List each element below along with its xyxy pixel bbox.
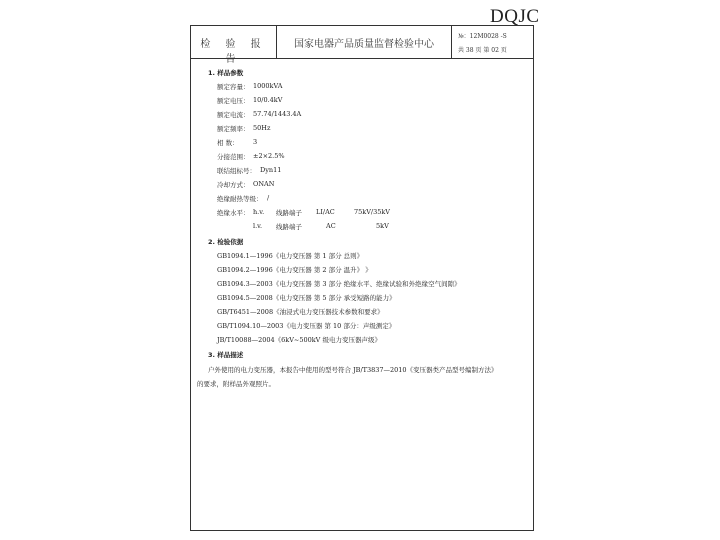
insulation-hv-type: LI/AC: [316, 208, 335, 216]
insulation-hv-side: h.v.: [253, 208, 265, 216]
param-value: 10/0.4kV: [253, 96, 283, 104]
section1-heading: 1. 样品参数: [208, 69, 244, 77]
standard-item: GB1094.1—1996《电力变压器 第 1 部分 总则》: [217, 252, 364, 260]
section3-heading: 3. 样品描述: [208, 351, 244, 359]
standard-item: GB1094.2—1996《电力变压器 第 2 部分 温升》 》: [217, 266, 372, 274]
param-label: 分接范围：: [217, 153, 250, 161]
param-value: 3: [253, 138, 258, 146]
insulation-hv-terminal: 线路端子: [276, 209, 302, 217]
insulation-lv-value: 5kV: [376, 222, 389, 230]
standard-item: JB/T10088—2004《6kV~500kV 级电力变压器声级》: [217, 336, 381, 344]
insulation-label: 绝缘水平：: [217, 209, 250, 217]
insulation-lv-side: l.v.: [253, 222, 263, 230]
standard-item: GB/T1094.10—2003《电力变压器 第 10 部分：声级测定》: [217, 322, 396, 330]
insulation-lv-type: AC: [326, 222, 336, 230]
description-line: 的要求，附样品外观照片。: [197, 380, 275, 388]
param-label: 相 数：: [217, 139, 239, 147]
description-line: 户外使用的电力变压器，本报告中使用的型号符合 JB/T3837—2010《变压器类产品型号编制方法》: [208, 366, 498, 374]
insulation-hv-value: 75kV/35kV: [354, 208, 390, 216]
header-org-cell: [277, 26, 452, 58]
page-count: 共 38 页 第 02 页: [458, 47, 507, 54]
param-label: 额定电流：: [217, 111, 250, 119]
header-title: 检 验 报 告: [200, 39, 267, 65]
section2-heading: 2. 检验依据: [208, 238, 244, 246]
param-label: 额定频率：: [217, 125, 250, 133]
report-number: №：12M0028 -S: [458, 33, 507, 40]
param-label: 额定容量：: [217, 83, 250, 91]
header-org: 国家电器产品质量监督检验中心: [294, 39, 434, 50]
param-value: 50Hz: [253, 124, 271, 132]
header-title-cell: [191, 26, 277, 65]
param-label: 冷却方式：: [217, 181, 250, 189]
dqjc-logo: DQJC: [490, 6, 540, 27]
report-header: [191, 26, 533, 65]
standard-item: GB1094.5—2008《电力变压器 第 5 部分 承受短路的能力》: [217, 294, 396, 302]
param-label: 额定电压：: [217, 97, 250, 105]
param-value: /: [267, 194, 270, 202]
standard-item: GB/T6451—2008《油浸式电力变压器技术参数和要求》: [217, 308, 384, 316]
param-label: 联结组标号：: [217, 167, 256, 175]
param-value: 57.74/1443.4A: [253, 110, 302, 118]
header-meta-cell: [452, 26, 533, 58]
param-label: 绝缘耐热等级：: [217, 195, 263, 203]
param-value: Dyn11: [260, 166, 282, 174]
insulation-lv-terminal: 线路端子: [276, 223, 302, 231]
standard-item: GB1094.3—2003《电力变压器 第 3 部分 绝缘水平、绝缘试验和外绝缘空气间隙》: [217, 280, 461, 288]
param-value: 1000kVA: [253, 82, 283, 90]
param-value: ONAN: [253, 180, 275, 188]
report-page: [190, 25, 534, 531]
param-value: ±2×2.5%: [253, 152, 285, 160]
